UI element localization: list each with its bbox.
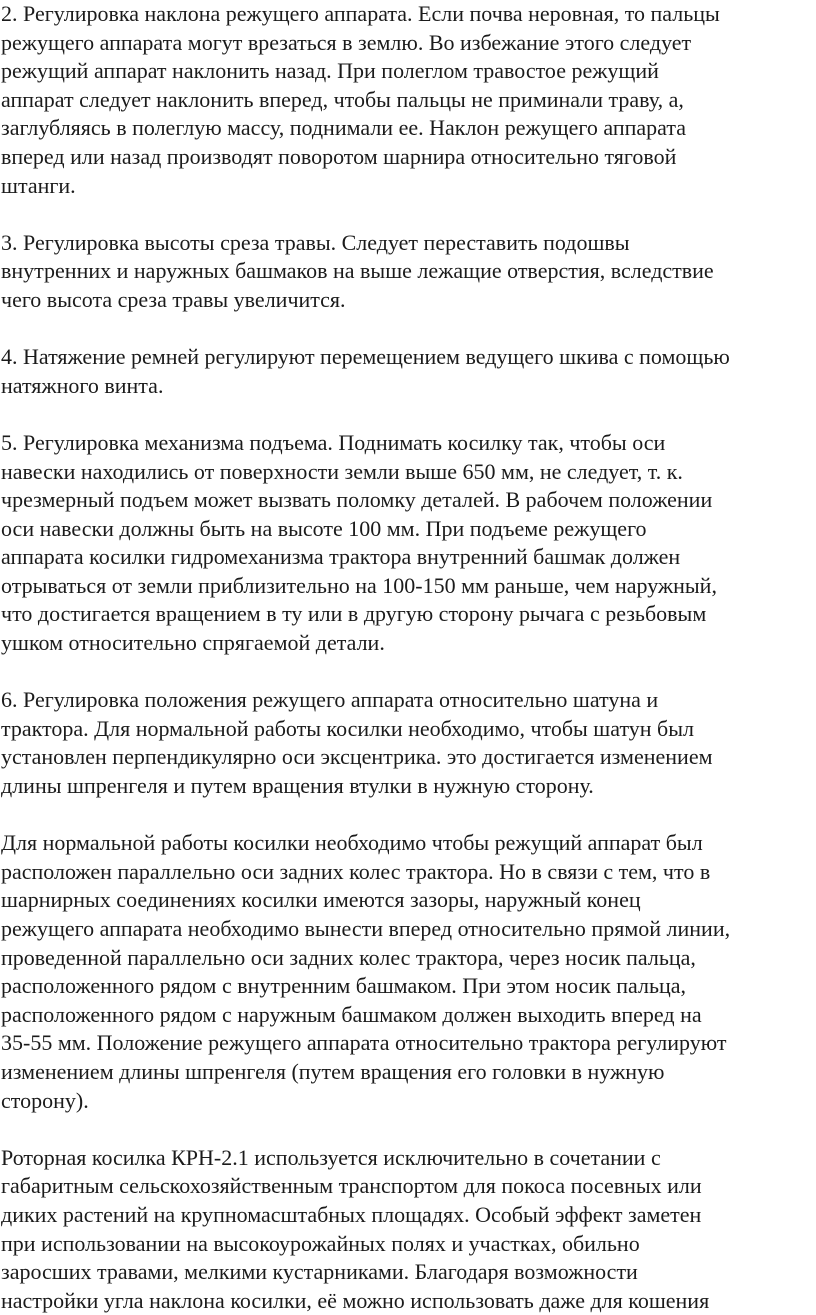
paragraph bbox=[1, 343, 816, 400]
text-line: режущего аппарата могут врезаться в землю. Во избежание этого следует bbox=[1, 29, 692, 55]
text-line: режущего аппарата необходимо вынести вперед относительно прямой линии, bbox=[1, 916, 731, 941]
text-line: навески находились от поверхности земли выше 650 мм, не следует, т. к. bbox=[1, 458, 683, 484]
text-line: расположен параллельно оси задних колес трактора. Но в связи с тем, что в bbox=[1, 858, 711, 884]
text-line: изменением длины шпренгеля (путем вращения его головки в нужную bbox=[1, 1058, 665, 1084]
text-line: отрываться от земли приблизительно на 100-150 мм раньше, чем наружный, bbox=[1, 572, 717, 598]
paragraph bbox=[1, 0, 816, 200]
text-line: шарнирных соединениях косилки имеются зазоры, наружный конец bbox=[1, 887, 641, 913]
text-line: 4. Натяжение ремней регулируют перемещением ведущего шкива с помощью bbox=[1, 344, 730, 370]
text-line: расположенного рядом с внутренним башмаком. При этом носик пальца, bbox=[1, 973, 687, 999]
document-body bbox=[1, 0, 816, 1315]
text-line: аппарат следует наклонить вперед, чтобы пальцы не приминали траву, а, bbox=[1, 86, 684, 112]
text-line: длины шпренгеля и путем вращения втулки в нужную сторону. bbox=[1, 773, 594, 799]
text-line: 35-55 мм. Положение режущего аппарата относительно трактора регулируют bbox=[1, 1030, 727, 1056]
text-line: 5. Регулировка механизма подъема. Поднимать косилку так, чтобы оси bbox=[1, 429, 666, 455]
text-line: установлен перпендикулярно оси эксцентрика. это достигается изменением bbox=[1, 744, 713, 770]
text-line: заросших травами, мелкими кустарниками. Благодаря возможности bbox=[1, 1259, 638, 1285]
text-line: вперед или назад производят поворотом шарнира относительно тяговой bbox=[1, 143, 677, 169]
text-line: ушком относительно спрягаемой детали. bbox=[1, 630, 385, 656]
text-line: 6. Регулировка положения режущего аппарата относительно шатуна и bbox=[1, 687, 659, 713]
text-line: режущий аппарат наклонить назад. При полеглом травостое режущий bbox=[1, 58, 659, 84]
text-line: заглубляясь в полеглую массу, поднимали ее. Наклон режущего аппарата bbox=[1, 115, 686, 141]
text-line: что достигается вращением в ту или в другую сторону рычага с резьбовым bbox=[1, 601, 707, 627]
text-line: натяжного винта. bbox=[1, 372, 164, 398]
paragraph bbox=[1, 429, 816, 658]
text-line: оси навески должны быть на высоте 100 мм. При подъеме режущего bbox=[1, 515, 647, 541]
paragraph bbox=[1, 1144, 816, 1315]
text-line: при использовании на высокоурожайных полях и участках, обильно bbox=[1, 1230, 640, 1256]
text-line: чего высота среза травы увеличится. bbox=[1, 286, 346, 312]
text-line: Для нормальной работы косилки необходимо чтобы режущий аппарат был bbox=[1, 830, 703, 856]
text-line: 3. Регулировка высоты среза травы. Следует переставить подошвы bbox=[1, 229, 630, 255]
text-line: 2. Регулировка наклона режущего аппарата. Если почва неровная, то пальцы bbox=[1, 1, 720, 26]
text-line: габаритным сельскохозяйственным транспортом для покоса посевных или bbox=[1, 1173, 702, 1199]
text-line: внутренних и наружных башмаков на выше лежащие отверстия, вследствие bbox=[1, 258, 714, 284]
text-line: диких растений на крупномасштабных площадях. Особый эффект заметен bbox=[1, 1201, 702, 1227]
text-line: аппарата косилки гидромеханизма трактора внутренний башмак должен bbox=[1, 544, 681, 570]
text-line: расположенного рядом с наружным башмаком должен выходить вперед на bbox=[1, 1001, 702, 1027]
text-line: проведенной параллельно оси задних колес трактора, через носик пальца, bbox=[1, 944, 696, 970]
text-line: настройки угла наклона косилки, её можно использовать даже для кошения bbox=[1, 1287, 710, 1313]
text-line: трактора. Для нормальной работы косилки необходимо, чтобы шатун был bbox=[1, 715, 694, 741]
text-line: Роторная косилка КРН-2.1 используется исключительно в сочетании с bbox=[1, 1144, 661, 1170]
paragraph bbox=[1, 829, 816, 1115]
text-line: штанги. bbox=[1, 172, 76, 198]
paragraph bbox=[1, 229, 816, 315]
text-line: сторону). bbox=[1, 1087, 89, 1113]
text-line: чрезмерный подъем может вызвать поломку деталей. В рабочем положении bbox=[1, 487, 713, 513]
paragraph bbox=[1, 686, 816, 800]
